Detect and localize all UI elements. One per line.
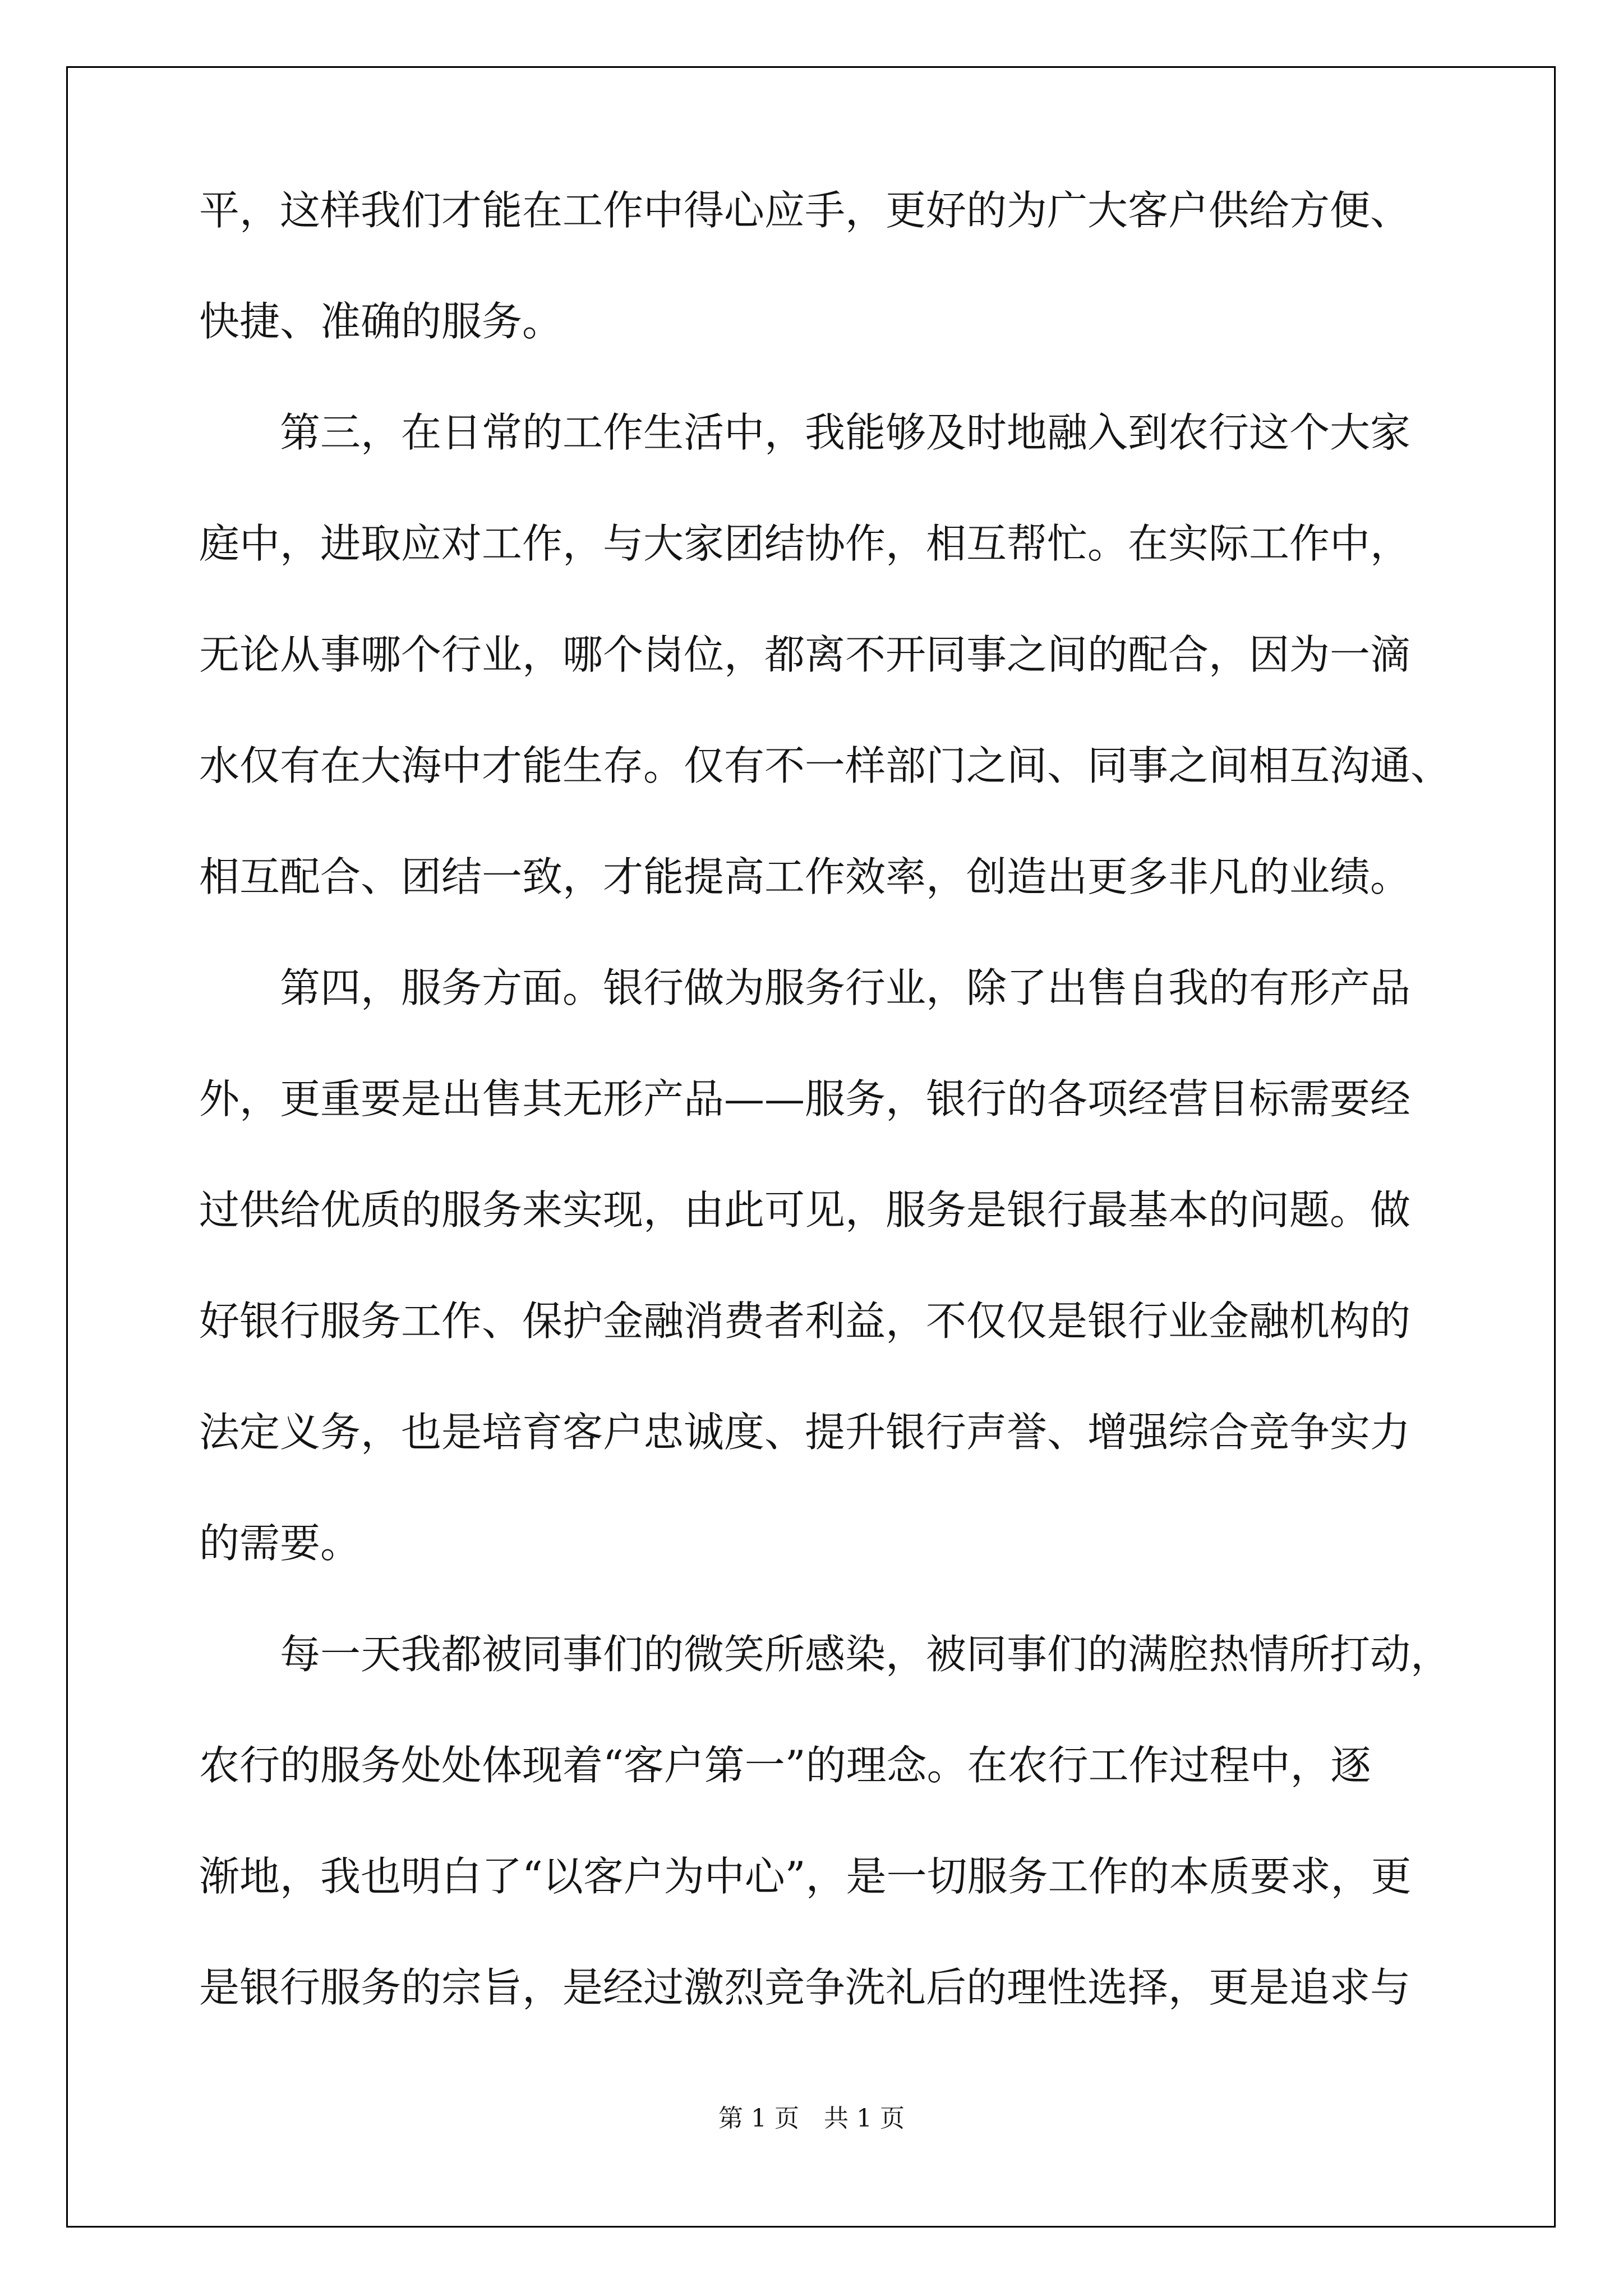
page-footer: 第 1 页 共 1 页 bbox=[718, 2104, 905, 2133]
text-line: 快捷、准确的服务。 bbox=[199, 298, 563, 345]
page-border bbox=[66, 66, 1556, 2228]
text-line: 无论从事哪个行业，哪个岗位，都离不开同事之间的配合，因为一滴 bbox=[199, 631, 1411, 678]
text-line: 第四，服务方面。银行做为服务行业，除了出售自我的有形产品 bbox=[199, 964, 1411, 1011]
text-line: 平，这样我们才能在工作中得心应手，更好的为广大客户供给方便、 bbox=[199, 187, 1411, 234]
text-line: 过供给优质的服务来实现，由此可见，服务是银行最基本的问题。做 bbox=[199, 1186, 1411, 1234]
text-line: 是银行服务的宗旨，是经过激烈竞争洗礼后的理性选择，更是追求与 bbox=[199, 1964, 1411, 2011]
text-line: 庭中，进取应对工作，与大家团结协作，相互帮忙。在实际工作中， bbox=[199, 520, 1411, 567]
text-line: 的需要。 bbox=[199, 1520, 361, 1567]
text-line: 法定义务，也是培育客户忠诚度、提升银行声誉、增强综合竞争实力 bbox=[199, 1409, 1411, 1456]
text-line: 渐地，我也明白了“以客户为中心”，是一切服务工作的本质要求，更 bbox=[199, 1853, 1412, 1900]
text-line: 农行的服务处处体现着“客户第一”的理念。在农行工作过程中，逐 bbox=[199, 1742, 1371, 1789]
text-line: 相互配合、团结一致，才能提高工作效率，创造出更多非凡的业绩。 bbox=[199, 853, 1411, 900]
text-line: 好银行服务工作、保护金融消费者利益，不仅仅是银行业金融机构的 bbox=[199, 1297, 1411, 1345]
text-line: 第三，在日常的工作生活中，我能够及时地融入到农行这个大家 bbox=[199, 409, 1411, 456]
text-line: 每一天我都被同事们的微笑所感染，被同事们的满腔热情所打动， bbox=[199, 1631, 1451, 1678]
text-line: 水仅有在大海中才能生存。仅有不一样部门之间、同事之间相互沟通、 bbox=[199, 742, 1451, 789]
text-line: 外，更重要是出售其无形产品——服务，银行的各项经营目标需要经 bbox=[199, 1075, 1411, 1122]
